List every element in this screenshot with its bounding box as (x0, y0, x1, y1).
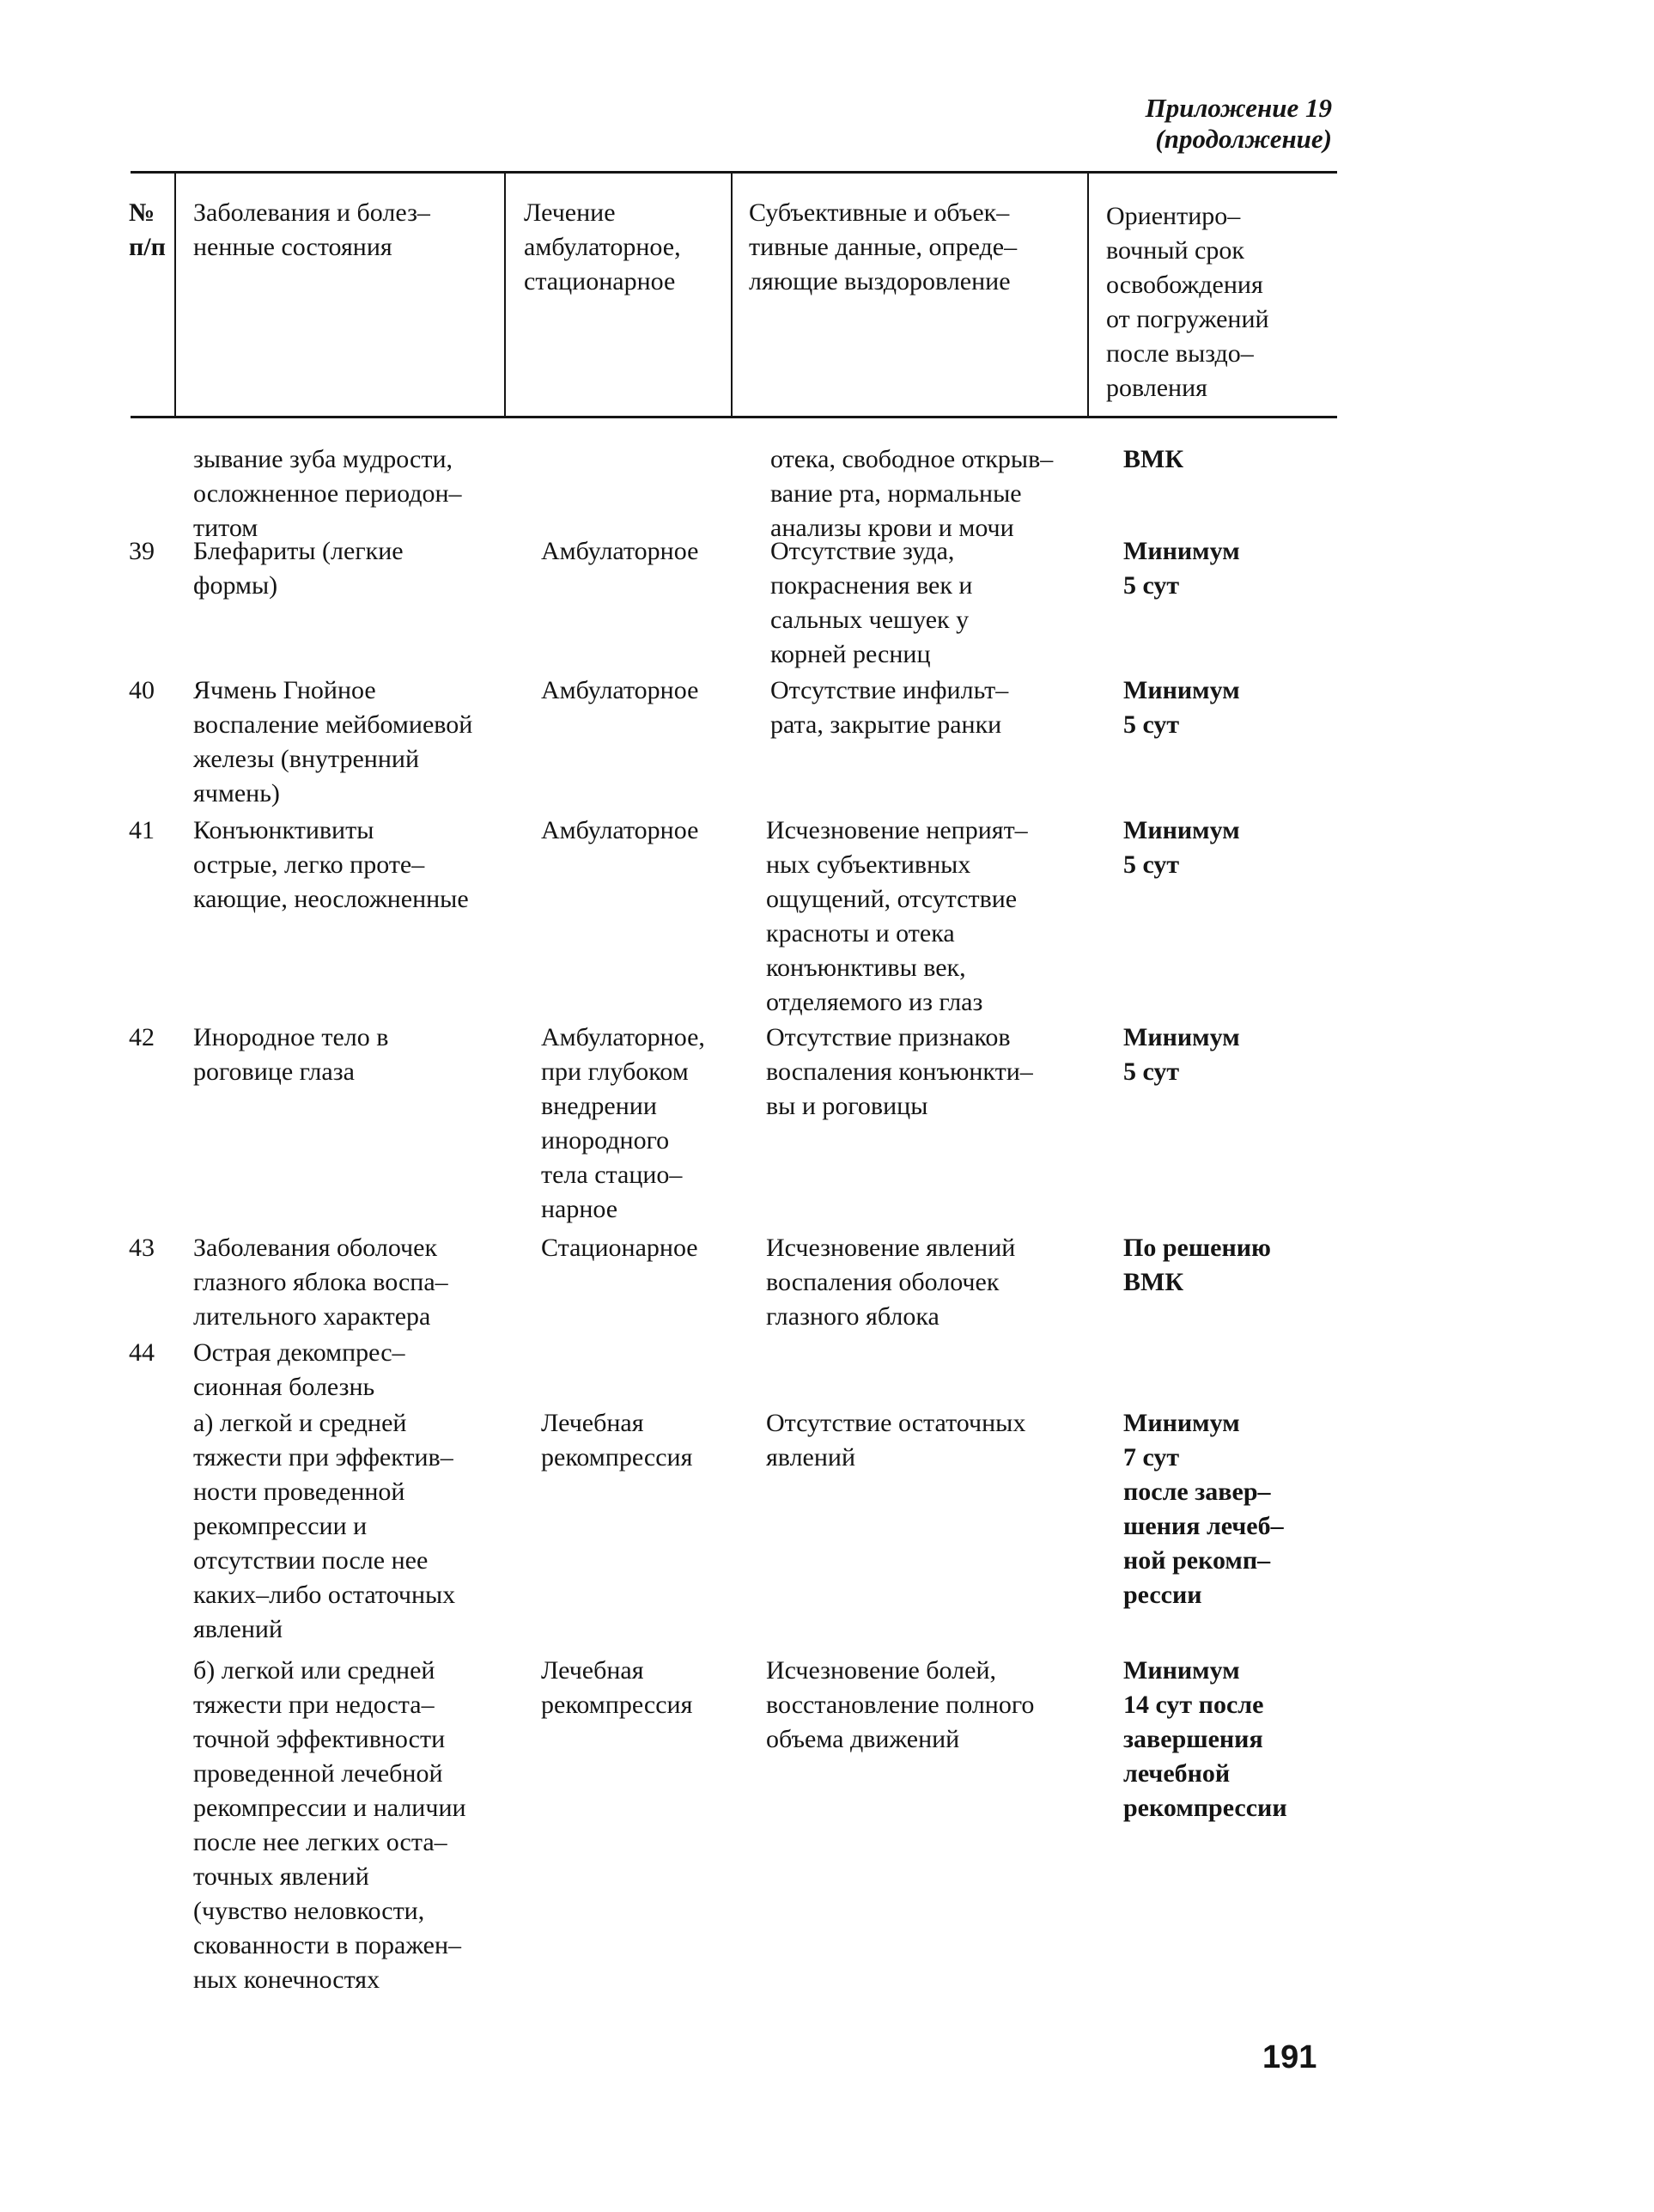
row-number: 42 (129, 1023, 155, 1051)
disease-cell-line: явлений (193, 1615, 283, 1643)
term-cell-line: 5 сут (1123, 571, 1180, 600)
disease-cell-line: отсутствии после нее (193, 1546, 429, 1575)
term-cell-line: рессии (1123, 1581, 1202, 1609)
criteria-cell-line: глазного яблока (766, 1302, 939, 1331)
header-number-line: п/п (129, 233, 166, 261)
disease-cell-line: воспаление мейбомиевой (193, 710, 473, 739)
treatment-cell-line: Лечебная (541, 1656, 644, 1685)
criteria-cell (766, 1406, 1025, 1475)
header-criteria-line: ляющие выздоровление (749, 267, 1011, 296)
disease-cell-line: каких–либо остаточных (193, 1581, 456, 1609)
disease-cell (193, 1336, 405, 1405)
term-cell-line: Минимум (1123, 1656, 1240, 1685)
criteria-cell-line: воспаления оболочек (766, 1268, 1000, 1296)
header-treatment-line: амбулаторное, (524, 233, 681, 261)
header-disease-line: Заболевания и болез– (193, 198, 430, 227)
disease-cell-line: ячмень) (193, 779, 280, 807)
treatment-cell (541, 1654, 692, 1722)
criteria-cell-line: вы и роговицы (766, 1092, 928, 1120)
disease-cell-line: после нее легких оста– (193, 1828, 447, 1856)
header-term-line: Ориентиро– (1106, 202, 1241, 230)
disease-cell-line: Острая декомпрес– (193, 1338, 405, 1367)
disease-cell-line: Инородное тело в (193, 1023, 389, 1051)
term-cell-line: лечебной (1123, 1759, 1231, 1788)
term-cell-line: 5 сут (1123, 850, 1180, 879)
term-cell-line: 7 сут (1123, 1443, 1180, 1472)
criteria-cell-line: Отсутствие остаточных (766, 1409, 1026, 1437)
term-cell-line: 5 сут (1123, 1057, 1180, 1086)
disease-cell-line: а) легкой и средней (193, 1409, 407, 1437)
header-criteria-line: тивные данные, опреде– (749, 233, 1018, 261)
criteria-cell-line: анализы крови и мочи (770, 514, 1014, 542)
disease-cell-line: Заболевания оболочек (193, 1234, 438, 1262)
disease-cell-line: железы (внутренний (193, 745, 420, 773)
header-term-line: после выздо– (1106, 339, 1254, 368)
term-cell-line: ВМК (1123, 1268, 1184, 1296)
criteria-cell (766, 1021, 1033, 1124)
row-number: 40 (129, 676, 155, 704)
term-cell-line: шения лечеб– (1123, 1512, 1284, 1540)
treatment-cell-line: Амбулаторное, (541, 1023, 705, 1051)
criteria-cell-line: конъюнктивы век, (766, 954, 966, 982)
treatment-cell-line: рекомпрессия (541, 1443, 693, 1472)
treatment-cell-line: Лечебная (541, 1409, 644, 1437)
column-divider-3 (731, 171, 733, 418)
column-divider-2 (504, 171, 506, 418)
criteria-cell-line: воспаления конъюнкти– (766, 1057, 1033, 1086)
table-top-rule (131, 171, 1337, 174)
disease-cell-line: точной эффективности (193, 1725, 446, 1753)
appendix-continuation: (продолжение) (1155, 124, 1332, 154)
disease-cell (193, 1231, 448, 1334)
term-cell-line: Минимум (1123, 1023, 1240, 1051)
treatment-cell-line: нарное (541, 1195, 618, 1223)
treatment-cell (541, 534, 698, 569)
term-cell-line: 14 сут после (1123, 1691, 1264, 1719)
disease-cell-line: острые, легко проте– (193, 850, 425, 879)
term-cell-line: ной рекомп– (1123, 1546, 1271, 1575)
disease-cell-line: проведенной лечебной (193, 1759, 443, 1788)
criteria-cell (770, 534, 972, 672)
row-number: 41 (129, 816, 155, 844)
criteria-cell-line: Исчезновение болей, (766, 1656, 996, 1685)
header-term-line: ровления (1106, 374, 1207, 402)
header-treatment (524, 196, 681, 299)
criteria-cell-line: красноты и отека (766, 919, 955, 948)
treatment-cell (541, 814, 698, 848)
disease-cell-line: Блефариты (легкие (193, 537, 404, 565)
criteria-cell-line: корней ресниц (770, 640, 931, 668)
criteria-cell-line: отека, свободное открыв– (770, 445, 1054, 473)
term-cell-line: после завер– (1123, 1478, 1271, 1506)
treatment-cell-line: Амбулаторное (541, 676, 699, 704)
criteria-cell-line: восстановление полного (766, 1691, 1035, 1719)
term-cell-line: рекомпрессии (1123, 1794, 1287, 1822)
term-cell (1123, 534, 1240, 603)
disease-cell (193, 442, 462, 545)
disease-cell-line: б) легкой или средней (193, 1656, 435, 1685)
disease-cell-line: ности проведенной (193, 1478, 405, 1506)
criteria-cell-line: Исчезновение явлений (766, 1234, 1016, 1262)
term-cell-line: Минимум (1123, 816, 1240, 844)
criteria-cell-line: ощущений, отсутствие (766, 885, 1018, 913)
header-disease (193, 196, 430, 265)
treatment-cell-line: Амбулаторное (541, 537, 699, 565)
header-term-line: вочный срок (1106, 236, 1244, 265)
disease-cell (193, 1654, 466, 1997)
treatment-cell (541, 1021, 705, 1227)
criteria-cell-line: вание рта, нормальные (770, 479, 1022, 508)
disease-cell-line: титом (193, 514, 258, 542)
treatment-cell-line: при глубоком (541, 1057, 689, 1086)
criteria-cell-line: покраснения век и (770, 571, 973, 600)
criteria-cell-line: объема движений (766, 1725, 960, 1753)
treatment-cell (541, 1406, 692, 1475)
criteria-cell (766, 1654, 1034, 1757)
disease-cell (193, 673, 472, 811)
header-bottom-rule (131, 416, 1337, 418)
column-divider-1 (174, 171, 176, 418)
criteria-cell-line: отделяемого из глаз (766, 988, 983, 1016)
disease-cell-line: сионная болезнь (193, 1373, 375, 1401)
header-criteria (749, 196, 1017, 299)
term-cell (1123, 814, 1240, 882)
term-cell (1123, 442, 1183, 477)
treatment-cell-line: внедрении (541, 1092, 657, 1120)
treatment-cell-line: рекомпрессия (541, 1691, 693, 1719)
disease-cell-line: осложненное периодон– (193, 479, 462, 508)
term-cell (1123, 1406, 1284, 1612)
disease-cell-line: ных конечностях (193, 1965, 380, 1994)
appendix-title: Приложение 19 (1145, 93, 1332, 123)
disease-cell-line: зывание зуба мудрости, (193, 445, 453, 473)
header-number (129, 196, 166, 265)
disease-cell-line: рекомпрессии и (193, 1512, 368, 1540)
term-cell-line: Минимум (1123, 1409, 1240, 1437)
term-cell-line: 5 сут (1123, 710, 1180, 739)
header-treatment-line: стационарное (524, 267, 676, 296)
treatment-cell-line: Стационарное (541, 1234, 698, 1262)
term-cell (1123, 1231, 1271, 1300)
criteria-cell-line: сальных чешуек у (770, 606, 970, 634)
term-cell (1123, 673, 1240, 742)
row-number: 43 (129, 1234, 155, 1262)
disease-cell-line: скованности в поражен– (193, 1931, 462, 1959)
column-divider-4 (1087, 171, 1089, 418)
criteria-cell (766, 1231, 1015, 1334)
treatment-cell-line: Амбулаторное (541, 816, 699, 844)
appendix-label (1146, 93, 1332, 155)
criteria-cell-line: Отсутствие инфильт– (770, 676, 1009, 704)
criteria-cell-line: явлений (766, 1443, 856, 1472)
treatment-cell (541, 673, 698, 708)
disease-cell-line: точных явлений (193, 1862, 369, 1891)
criteria-cell (766, 814, 1028, 1020)
disease-cell-line: (чувство неловкости, (193, 1897, 425, 1925)
header-term-line: освобождения (1106, 271, 1263, 299)
term-cell-line: Минимум (1123, 537, 1240, 565)
term-cell (1123, 1021, 1240, 1089)
term-cell (1123, 1654, 1287, 1825)
criteria-cell (770, 673, 1008, 742)
criteria-cell-line: Отсутствие зуда, (770, 537, 955, 565)
header-term-line: от погружений (1106, 305, 1269, 333)
treatment-cell (541, 1231, 698, 1265)
term-cell-line: завершения (1123, 1725, 1263, 1753)
disease-cell-line: тяжести при недоста– (193, 1691, 435, 1719)
disease-cell-line: роговице глаза (193, 1057, 355, 1086)
term-cell-line: По решению (1123, 1234, 1271, 1262)
header-disease-line: ненные состояния (193, 233, 392, 261)
treatment-cell-line: инородного (541, 1126, 670, 1155)
header-number-line: № (129, 198, 155, 227)
row-number: 39 (129, 537, 155, 565)
criteria-cell-line: Отсутствие признаков (766, 1023, 1011, 1051)
page-number: 191 (1262, 2039, 1317, 2075)
term-cell-line: ВМК (1123, 445, 1184, 473)
criteria-cell-line: ных субъективных (766, 850, 971, 879)
criteria-cell-line: Исчезновение неприят– (766, 816, 1028, 844)
disease-cell (193, 814, 469, 917)
disease-cell-line: кающие, неосложненные (193, 885, 469, 913)
disease-cell (193, 1406, 455, 1647)
treatment-cell-line: тела стацио– (541, 1161, 683, 1189)
header-criteria-line: Субъективные и объек– (749, 198, 1010, 227)
disease-cell-line: рекомпрессии и наличии (193, 1794, 466, 1822)
criteria-cell (770, 442, 1053, 545)
disease-cell-line: Ячмень Гнойное (193, 676, 376, 704)
disease-cell-line: формы) (193, 571, 278, 600)
disease-cell-line: Конъюнктивиты (193, 816, 374, 844)
criteria-cell-line: рата, закрытие ранки (770, 710, 1002, 739)
disease-cell-line: глазного яблока воспа– (193, 1268, 448, 1296)
row-number: 44 (129, 1338, 155, 1367)
disease-cell (193, 1021, 388, 1089)
disease-cell-line: тяжести при эффектив– (193, 1443, 453, 1472)
header-term (1106, 199, 1269, 405)
disease-cell (193, 534, 404, 603)
term-cell-line: Минимум (1123, 676, 1240, 704)
header-treatment-line: Лечение (524, 198, 616, 227)
disease-cell-line: лительного характера (193, 1302, 431, 1331)
